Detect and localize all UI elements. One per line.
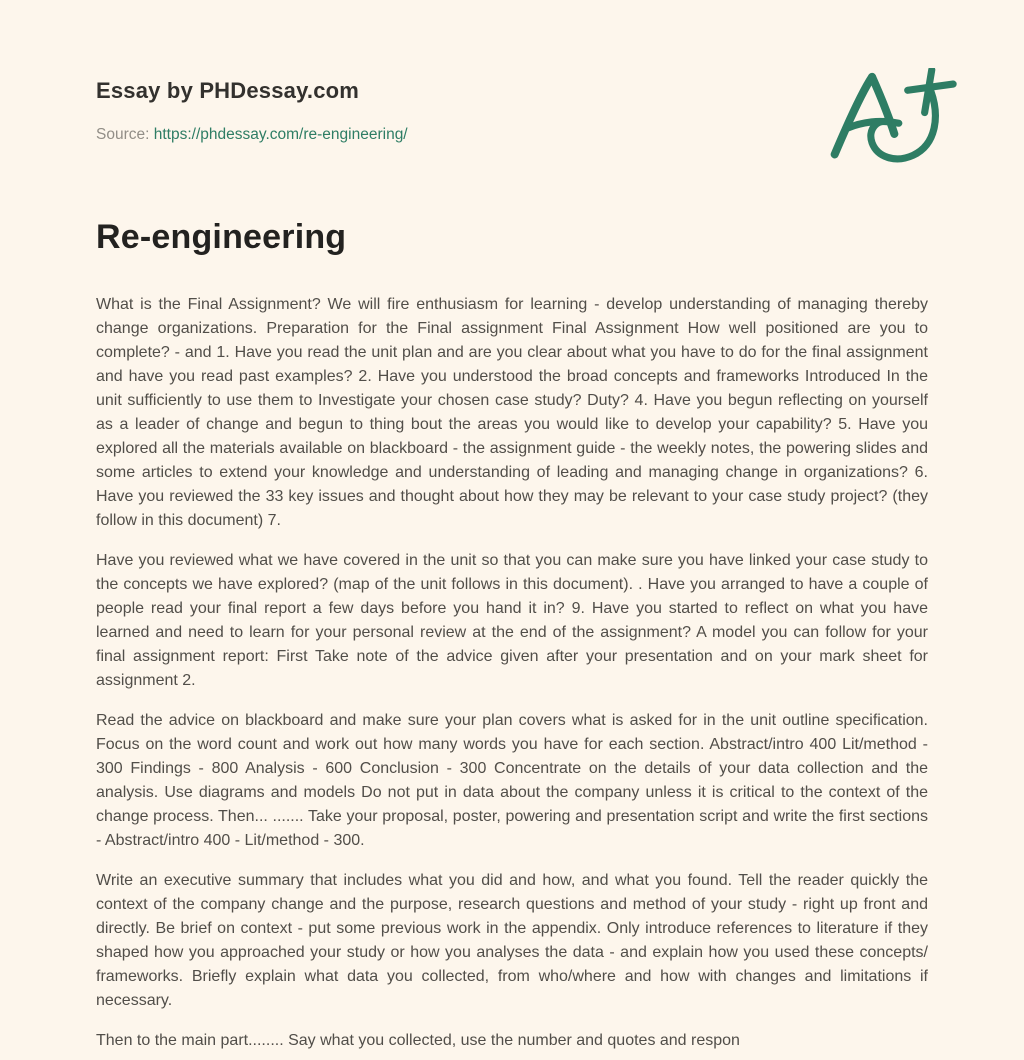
essay-paragraph: What is the Final Assignment? We will fire enthusiasm for learning - develop understanding of managing thereby change organizations. Preparation for the Final assignment Final Assignment How well positioned are you to complete? - and 1. Have you read the unit plan and are you clear about what you have to do for the final assignment and have you read past examples? 2. Have you understood the broad concepts and frameworks Introduced In the unit sufficiently to use them to Investigate your chosen case study? Duty? 4. Have you begun reflecting on yourself as a leader of change and begun to thing bout the areas you would like to develop your capability? 5. Have you explored all the materials available on blackboard - the assignment guide - the weekly notes, the powering slides and some articles to extend your knowledge and understanding of leading and managing change in organizations? 6. Have you reviewed the 33 key issues and thought about how they may be relevant to your case study project? (they follow in this document) 7.	[96, 296, 928, 529]
essay-title: Re-engineering	[96, 218, 347, 256]
source-url-link[interactable]: https://phdessay.com/re-engineering/	[153, 126, 408, 143]
essay-body	[96, 293, 928, 1053]
essay-paragraph: Have you reviewed what we have covered in the unit so that you can make sure you have linked your case study to the concepts we have explored? (map of the unit follows in this document). . Have you arranged to have a couple of people read your final report a few days before you hand it in? 9. Have you started to reflect on what you have learned and need to learn for your personal review at the end of the assignment? A model you can follow for your final assignment report: First Take note of the advice given after your presentation and on your mark sheet for assignment 2.	[96, 552, 928, 689]
phdessay-a-plus-logo-icon	[820, 68, 958, 166]
essay-byline: Essay by PHDessay.com	[96, 78, 360, 103]
source-label: Source:	[96, 126, 150, 143]
essay-paragraph: Read the advice on blackboard and make sure your plan covers what is asked for in the unit outline specification. Focus on the word count and work out how many words you have for each section. Abstract/intro 400 Lit/method - 300 Findings - 800 Analysis - 600 Conclusion - 300 Concentrate on the details of your data collection and the analysis. Use diagrams and models Do not put in data about the company unless it is critical to the context of the change process. Then... ....... Take your proposal, poster, powering and presentation script and write the first sections - Abstract/intro 400 - Lit/method - 300.	[96, 712, 928, 849]
essay-paragraph: Then to the main part........ Say what you collected, use the number and quotes and respon	[96, 1032, 740, 1049]
page-header	[96, 78, 928, 144]
essay-paragraph: Write an executive summary that includes what you did and how, and what you found. Tell the reader quickly the context of the company change and the purpose, research questions and method of your study - right up front and directly. Be brief on context - put some previous work in the appendix. Only introduce references to literature if they shaped how you approached your study or how you analyses the data - and explain how you used these concepts/ frameworks. Briefly explain what data you collected, from who/where and how with changes and limitations if necessary.	[96, 872, 928, 1009]
source-line	[96, 126, 928, 144]
